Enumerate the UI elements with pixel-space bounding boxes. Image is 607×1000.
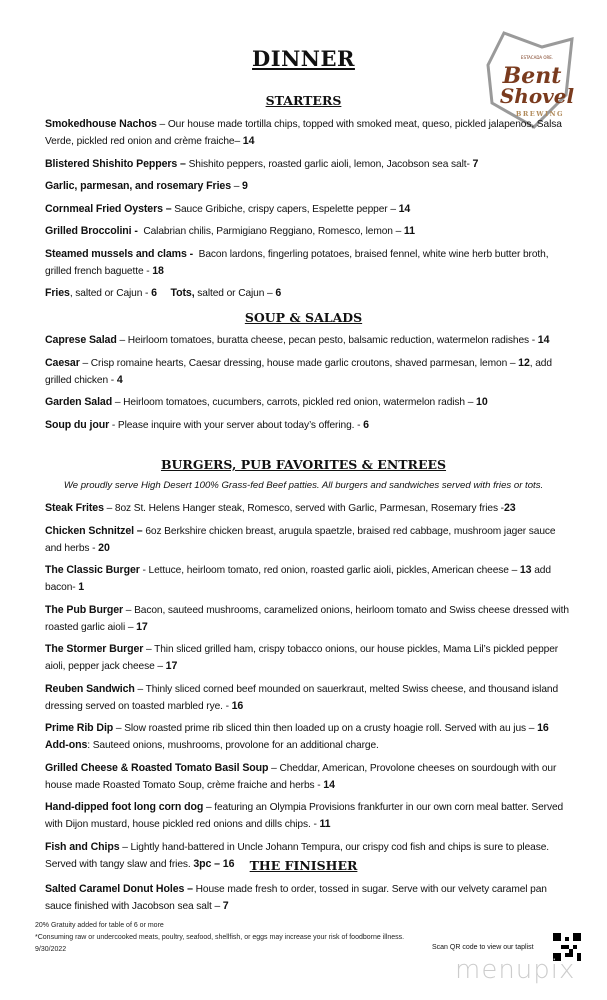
soups-list (45, 332, 570, 439)
menu-item-emphasis: 1 (78, 581, 85, 593)
menu-item-text: - Lettuce, heirloom tomato, red onion, roasted garlic aioli, pickles, American cheese – (139, 565, 520, 576)
menu-item-text: – featuring an Olympia Provisions frankfurter in our own corn meal batter. Served with Dijon mustard, house pickled red onions and dills chips. - (45, 802, 566, 830)
menu-item-emphasis: Tots, (170, 287, 195, 299)
menu-item-emphasis: Grilled Broccolini - (45, 225, 141, 237)
menu-item-emphasis: Chicken Schnitzel – (45, 524, 143, 537)
menu-item-text: – Thin sliced grilled ham, crispy tobacco onions, our house pickles, Mama Lil’s pickled pepper aioli, pepper jack cheese – (45, 644, 561, 672)
watermark: menupix (455, 955, 576, 985)
menu-item-emphasis: 14 (398, 202, 411, 215)
menu-item-emphasis: Prime Rib Dip (45, 722, 114, 734)
menu-item-emphasis: 6 (363, 418, 369, 431)
section-heading-burgers: BURGERS, PUB FAVORITES & ENTREES (160, 457, 447, 472)
menu-item-emphasis: 18 (152, 264, 164, 277)
menu-item (45, 681, 570, 715)
menu-item (45, 394, 570, 411)
page-title: DINNER (252, 46, 355, 71)
menu-item-emphasis: Add-ons (45, 739, 88, 751)
menu-item-text: Calabrian chilis, Parmigiano Reggiano, Romesco, lemon – (140, 226, 404, 237)
menu-item-emphasis: 7 (222, 900, 229, 912)
menu-item-text: Bacon lardons, fingerling potatoes, braised fennel, white wine herb butter broth, grilled french baguette - (45, 248, 552, 277)
burgers-note: We proudly serve High Desert 100% Grass-fed Beef patties. All burgers and sandwiches served with fries or tots. (63, 480, 544, 491)
menu-item (45, 332, 570, 349)
menu-item-emphasis: 14 (323, 778, 335, 791)
menu-item-emphasis: Grilled Cheese & Roasted Tomato Basil Soup (45, 761, 269, 774)
menu-item-emphasis: Fish and Chips (45, 840, 120, 853)
scan-qr-label: Scan QR code to view our taplist (432, 944, 534, 951)
menu-item (45, 355, 570, 389)
menu-item-emphasis: The Pub Burger (45, 603, 124, 616)
menu-item-emphasis: The Stormer Burger (45, 643, 144, 655)
svg-text:Bent: Bent (502, 63, 562, 89)
menu-item-text: salted or Cajun – (194, 288, 276, 299)
menu-item (45, 760, 570, 794)
menu-item-emphasis: 12 (518, 356, 530, 369)
menu-item-emphasis: 20 (98, 541, 110, 554)
menu-item-emphasis: Cornmeal Fried Oysters – (45, 202, 172, 215)
menu-item-emphasis: Salted Caramel Donut Holes – (45, 883, 193, 895)
menu-item-emphasis: Reuben Sandwich (45, 682, 135, 695)
menu-item-text: – Heirloom tomatoes, buratta cheese, pecan pesto, balsamic reduction, watermelon radishes - (116, 335, 538, 346)
menu-item-emphasis: 10 (476, 396, 488, 408)
menu-item-text: – Cheddar, American, Provolone cheeses on sourdough with our house made Roasted Tomato Soup, crème fraiche and herbs - (45, 762, 559, 791)
menu-item-emphasis: 4 (116, 373, 123, 386)
menu-item-text: – Our house made tortilla chips, topped with smoked meat, queso, pickled jalapenos, Salsa Verde, pickled red onion and crème fraiche– (45, 119, 565, 147)
menu-item-emphasis: 11 (319, 818, 331, 830)
menu-item-emphasis: Blistered Shishito Peppers – (45, 157, 186, 170)
menu-item-emphasis: Caesar (45, 356, 80, 369)
menu-item-text (157, 288, 171, 299)
menu-item-text: – (231, 181, 243, 192)
menu-date: 9/30/2022 (35, 946, 67, 953)
menu-item (45, 602, 570, 636)
menu-item-text: – Crisp romaine hearts, Caesar dressing, house made garlic croutons, shaved parmesan, lemon – (79, 357, 519, 369)
menu-item-emphasis: 14 (242, 135, 255, 147)
menu-item-text: , add grilled chicken - (45, 357, 555, 386)
menu-item (45, 417, 570, 434)
menu-item-emphasis: 17 (165, 660, 178, 672)
finisher-list (45, 881, 570, 921)
section-heading-soups: SOUP & SALADS (244, 310, 363, 325)
menu-item-emphasis: Steamed mussels and clams - (45, 247, 196, 260)
menu-item (45, 246, 570, 280)
menu-item-text: – Bacon, sauteed mushrooms, caramelized onions, heirloom tomato and Swiss cheese dressed with roasted garlic aioli – (45, 604, 572, 633)
burgers-list (45, 500, 570, 878)
menu-item-emphasis: 3pc – 16 (193, 857, 235, 870)
svg-text:ESTACADA ORE.: ESTACADA ORE. (520, 55, 554, 60)
menu-item-text: 6oz Berkshire chicken breast, arugula spaetzle, braised red cabbage, mushroom jager sauce and herbs - (45, 525, 559, 554)
menu-item-emphasis: 7 (472, 157, 479, 170)
menu-item-emphasis: Smokedhouse Nachos (45, 118, 157, 130)
menu-item-emphasis: 13 (519, 564, 532, 576)
menu-item-emphasis: 16 (537, 722, 549, 734)
menu-item-text: , salted or Cajun - (69, 288, 152, 299)
menu-item (45, 116, 570, 150)
menu-item (45, 720, 570, 754)
menu-item-emphasis: 17 (136, 620, 148, 633)
menu-item (45, 562, 570, 596)
footer-notes (35, 920, 404, 956)
menu-item-text: - Please inquire with your server about today’s offering. - (109, 419, 364, 431)
section-heading-starters: STARTERS (265, 93, 342, 108)
menu-item (45, 523, 570, 557)
menu-item-emphasis: 9 (242, 180, 248, 192)
menu-item (45, 881, 570, 915)
menu-item-emphasis: 11 (403, 225, 415, 237)
menu-item-emphasis: Garlic, parmesan, and rosemary Fries (45, 180, 232, 192)
menu-item-emphasis: Fries (45, 287, 70, 299)
menu-item-emphasis: 6 (275, 287, 282, 299)
menu-item (45, 201, 570, 218)
menu-item-emphasis: 6 (151, 287, 157, 299)
svg-text:Shovel: Shovel (499, 84, 575, 108)
menu-item-emphasis: Soup du jour (45, 418, 110, 431)
menu-item (45, 178, 570, 195)
menu-item-text: Shishito peppers, roasted garlic aioli, lemon, Jacobson sea salt- (185, 158, 473, 170)
menu-item-text: – 8oz St. Helens Hanger steak, Romesco, served with Garlic, Parmesan, Rosemary fries - (103, 503, 504, 514)
menu-item (45, 223, 570, 240)
menu-item-text: : Sauteed onions, mushrooms, provolone for an additional charge. (87, 740, 379, 751)
menu-item (45, 156, 570, 173)
section-heading-finisher: THE FINISHER (249, 858, 358, 873)
menu-item-text: – Heirloom tomatoes, cucumbers, carrots, pickled red onion, watermelon radish – (112, 397, 477, 408)
svg-text:BREWING: BREWING (515, 110, 565, 118)
menu-item-emphasis: 23 (503, 502, 516, 514)
menu-item-emphasis: 14 (537, 334, 550, 346)
menu-item-emphasis: Steak Frites (45, 502, 104, 514)
menu-item (45, 500, 570, 517)
menu-item-emphasis: Hand-dipped foot long corn dog (45, 801, 204, 813)
menu-item-emphasis: Garden Salad (45, 396, 113, 408)
menu-item-emphasis: 16 (231, 699, 244, 712)
menu-item-emphasis: The Classic Burger (45, 564, 140, 576)
menu-item-text: – Lightly hand-battered in Uncle Johann Tempura, our crispy cod fish and chips is sure to please. Served with tangy slaw and fries. (45, 841, 552, 870)
gratuity-note: 20% Gratuity added for table of 6 or more (35, 922, 164, 929)
menu-item-text: – Thinly sliced corned beef mounded on sauerkraut, melted Swiss cheese, and thousand island dressing served on toasted marbled rye. - (45, 683, 561, 712)
menu-item-text: House made fresh to order, tossed in sugar. Serve with our velvety caramel pan sauce finished with Jacobson sea salt – (45, 884, 550, 912)
menu-item-text: Sauce Gribiche, crispy capers, Espelette pepper – (171, 203, 399, 215)
menu-item (45, 799, 570, 833)
starters-list (45, 116, 570, 308)
menu-item-text: add bacon- (45, 565, 554, 593)
menu-item-text: – Slow roasted prime rib sliced thin then loaded up on a crusty hoagie roll. Served with au jus – (113, 723, 538, 734)
menu-item-emphasis: Caprese Salad (45, 334, 117, 346)
foodborne-warning: *Consuming raw or undercooked meats, poultry, seafood, shellfish, or eggs may increase your risk of foodborne illness. (35, 934, 405, 941)
menu-item (45, 285, 570, 302)
menu-item (45, 641, 570, 675)
